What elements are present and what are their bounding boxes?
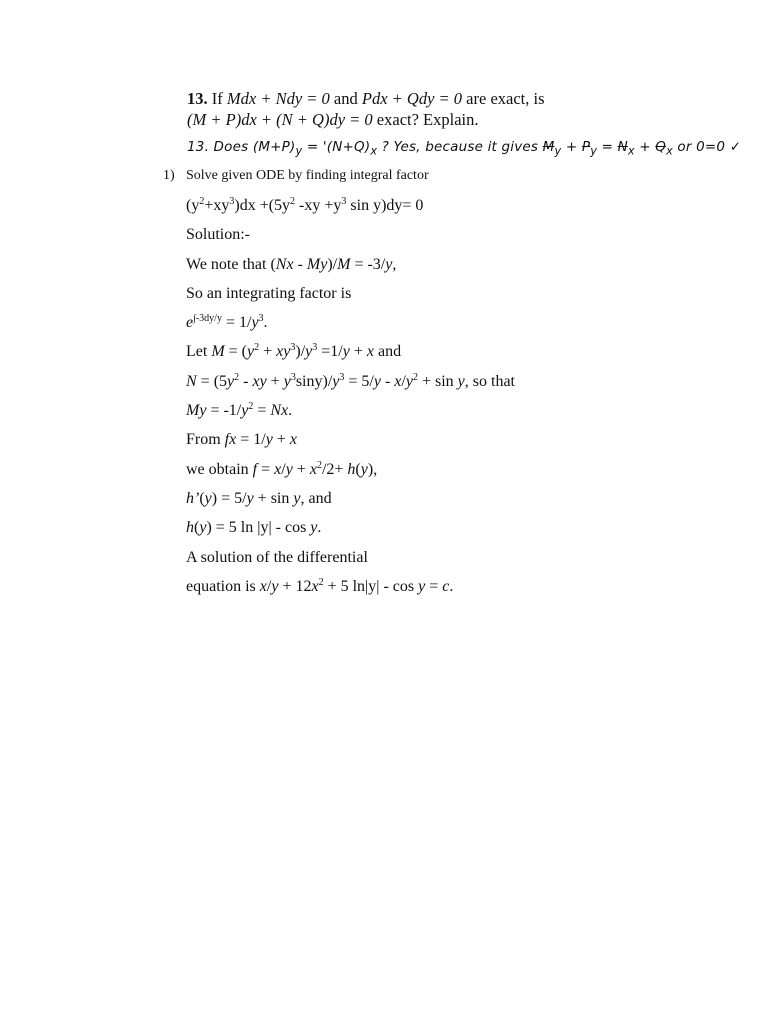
answer-text: ? Yes, because it gives	[377, 139, 543, 155]
final-equation-line: equation is $x/y + 12x^2 + 5$ ln|y| - cos y = c.	[186, 576, 454, 595]
answer-struck-term: P	[581, 139, 591, 155]
answer-text: +	[634, 139, 656, 155]
equation: (M + P)dx + (N + Q)dy = 0	[187, 110, 373, 129]
h-line: h(y) = 5 ln |y| - cos y.	[186, 519, 322, 537]
equation: Pdx + Qdy = 0	[361, 89, 463, 108]
exercise-text: exact? Explain.	[372, 110, 479, 129]
answer-text: or 0=0 ✓	[672, 139, 742, 155]
exercise-text: are exact, is	[462, 89, 545, 108]
obtain-line: we obtain $f = x/y + x^2/2+ h(y)$,	[186, 459, 378, 478]
h-prime-line: h’(y) = 5/y + sin y, and	[186, 489, 332, 507]
solution-statement-line: A solution of the differential	[186, 548, 368, 566]
exercise-text: If	[211, 89, 227, 108]
answer-subscript: y	[295, 144, 303, 158]
answer-struck-term: N	[617, 139, 628, 155]
answer-text: 13. Does (M+P)	[187, 139, 296, 155]
let-m-line: Let $M = (y^2 + xy^3)/y^3 =1/y + x$ and	[186, 342, 402, 361]
answer-text: +	[561, 139, 582, 155]
note-line: We note that (Nx - My)/M = -3/y,	[186, 255, 397, 273]
from-line: From fx = 1/y + x	[186, 431, 297, 449]
answer-struck-term: M	[542, 139, 555, 155]
answer-text: =	[597, 139, 618, 155]
so-line: So an integrating factor is	[186, 284, 352, 302]
answer-struck-term: Q	[655, 139, 667, 155]
answer-subscript: x	[627, 144, 635, 158]
ode-line: $(y^2+xy^3)dx +(5y^2$ $-xy +y^3$ sin y)dy= 0	[186, 196, 424, 214]
integrating-factor-line: $e^{\int-3dy/y} = 1/y^3$.	[186, 313, 268, 332]
answer-subscript: y	[590, 144, 598, 158]
solution-body	[186, 191, 706, 601]
my-line: $My = -1/y^2 = Nx$.	[186, 401, 293, 420]
answer-text: = '(N+Q)	[302, 139, 371, 155]
exercise-text: and	[329, 89, 362, 108]
equation: Mdx + Ndy = 0	[226, 89, 330, 108]
solution-heading: Solution:-	[186, 226, 251, 244]
problem-prompt: Solve given ODE by finding integral factor	[186, 168, 429, 183]
answer-subscript: y	[554, 144, 562, 158]
problem-1-heading	[163, 168, 429, 184]
exercise-number: 13.	[187, 89, 208, 108]
handwritten-answer	[187, 139, 747, 158]
answer-subscript: x	[370, 144, 378, 158]
problem-index: 1)	[163, 168, 175, 183]
answer-subscript: x	[666, 144, 673, 158]
n-line: $N = (5y^2$ - xy + $y^3\sin y)/y^3 = 5/y - x/y^2 + \sin y$, so that	[186, 371, 515, 390]
exercise-13-statement	[187, 88, 707, 130]
